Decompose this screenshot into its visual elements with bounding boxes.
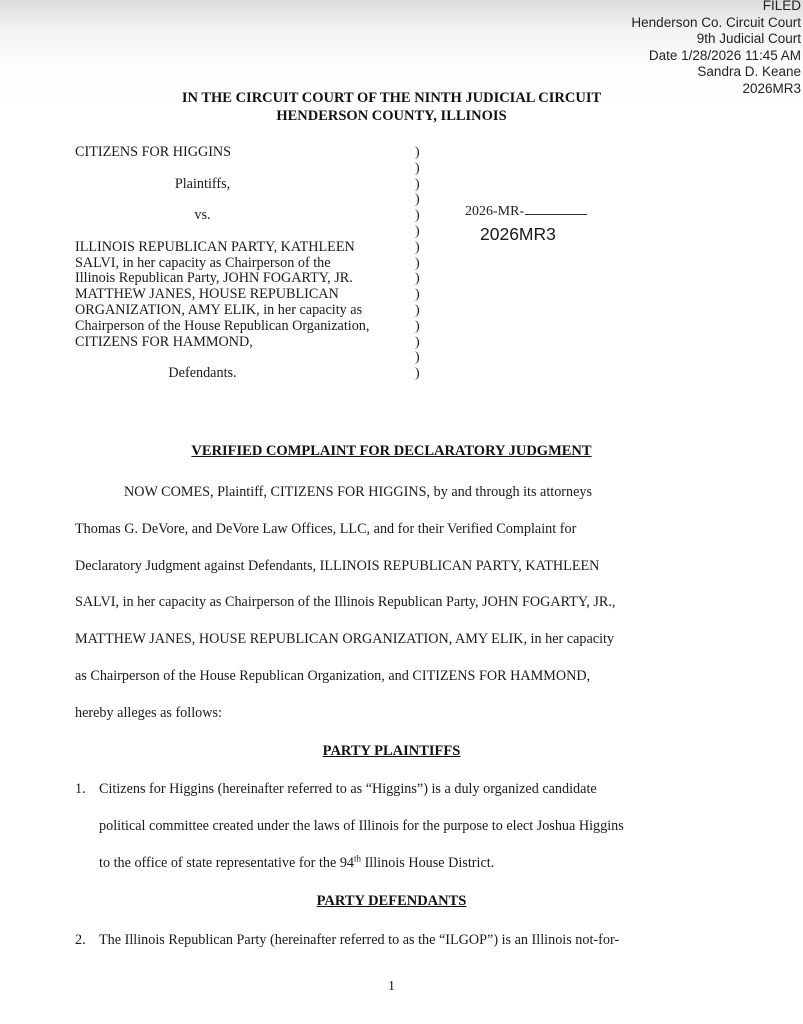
- caption-paren: ): [415, 239, 420, 255]
- court-heading: [0, 89, 783, 125]
- caption-paren: ): [415, 176, 420, 192]
- defendant-line: Illinois Republican Party, JOHN FOGARTY, JR.: [75, 270, 353, 287]
- paragraph-number: 1.: [75, 781, 86, 797]
- caption-paren: ): [415, 366, 420, 382]
- vs-label: vs.: [194, 207, 211, 224]
- intro-line: SALVI, in her capacity as Chairperson of the Illinois Republican Party, JOHN FOGARTY, JR.,: [75, 594, 616, 610]
- caption-paren: ): [415, 350, 420, 366]
- defendant-line: ORGANIZATION, AMY ELIK, in her capacity as: [75, 301, 363, 318]
- party-defendants-heading: PARTY DEFENDANTS: [316, 893, 467, 909]
- stamp-court: Henderson Co. Circuit Court: [631, 14, 801, 30]
- intro-line: as Chairperson of the House Republican Organization, and CITIZENS FOR HAMMOND,: [75, 668, 591, 684]
- caption-paren: ): [415, 208, 420, 224]
- case-caption: [75, 145, 435, 382]
- caption-paren: ): [415, 318, 420, 334]
- paragraph-line: political committee created under the laws of Illinois for the purpose to elect Joshua Higgins: [99, 818, 624, 834]
- paragraph-line: The Illinois Republican Party (hereinafter referred to as the “ILGOP”) is an Illinois not-for-: [99, 932, 620, 948]
- party-plaintiffs-heading: PARTY PLAINTIFFS: [322, 743, 461, 759]
- caption-paren: ): [415, 271, 420, 287]
- stamp-judicial: 9th Judicial Court: [696, 31, 801, 46]
- plaintiffs-label: Plaintiffs,: [174, 175, 231, 192]
- caption-paren: ): [415, 334, 420, 350]
- defendants-label: Defendants.: [168, 365, 237, 382]
- stamp-date: Date 1/28/2026 11:45 AM: [648, 47, 801, 63]
- intro-line: NOW COMES, Plaintiff, CITIZENS FOR HIGGINS, by and through its attorneys: [124, 484, 593, 500]
- case-number-prefix: 2026-MR-: [465, 204, 525, 219]
- stamp-clerk: Sandra D. Keane: [697, 64, 801, 79]
- court-heading-line1: IN THE CIRCUIT COURT OF THE NINTH JUDICIAL CIRCUIT: [181, 90, 602, 106]
- case-number-stamp: 2026MR3: [480, 224, 556, 244]
- ordinal-suffix: th: [354, 853, 362, 864]
- paragraph-number: 2.: [75, 932, 86, 948]
- page-number: 1: [388, 979, 395, 994]
- caption-paren: ): [415, 287, 420, 303]
- defendant-line: ILLINOIS REPUBLICAN PARTY, KATHLEEN: [75, 238, 355, 255]
- intro-line: Thomas G. DeVore, and DeVore Law Offices, LLC, and for their Verified Complaint for: [75, 521, 577, 537]
- paragraph-line: [99, 855, 494, 872]
- defendant-line: MATTHEW JANES, HOUSE REPUBLICAN: [75, 286, 339, 303]
- filing-stamp: [631, 0, 801, 97]
- caption-paren: ): [415, 192, 420, 208]
- defendant-line: SALVI, in her capacity as Chairperson of the: [75, 254, 331, 271]
- document-title: VERIFIED COMPLAINT FOR DECLARATORY JUDGMENT: [191, 443, 592, 459]
- defendant-line: CITIZENS FOR HAMMOND,: [75, 333, 253, 350]
- court-heading-line2: HENDERSON COUNTY, ILLINOIS: [276, 108, 507, 124]
- defendant-line: Chairperson of the House Republican Organization,: [75, 317, 370, 334]
- stamp-filed: FILED: [762, 0, 801, 13]
- paragraph-text: to the office of state representative for the 94: [99, 855, 355, 871]
- intro-line: hereby alleges as follows:: [75, 705, 222, 721]
- paragraph-text: Illinois House District.: [361, 855, 495, 871]
- plaintiff-name: CITIZENS FOR HIGGINS: [75, 144, 232, 160]
- caption-paren: ): [415, 160, 420, 176]
- caption-paren: ): [415, 223, 420, 239]
- caption-paren: ): [415, 302, 420, 318]
- stamp-case-number: 2026MR3: [742, 80, 801, 96]
- paragraph-line: Citizens for Higgins (hereinafter referred to as “Higgins”) is a duly organized candidate: [99, 781, 597, 797]
- caption-paren: ): [415, 145, 420, 160]
- intro-line: MATTHEW JANES, HOUSE REPUBLICAN ORGANIZATION, AMY ELIK, in her capacity: [75, 631, 615, 647]
- case-number-field: [465, 204, 587, 220]
- case-number-blank: [525, 204, 587, 215]
- caption-paren: ): [415, 255, 420, 271]
- intro-line: Declaratory Judgment against Defendants, ILLINOIS REPUBLICAN PARTY, KATHLEEN: [75, 558, 600, 574]
